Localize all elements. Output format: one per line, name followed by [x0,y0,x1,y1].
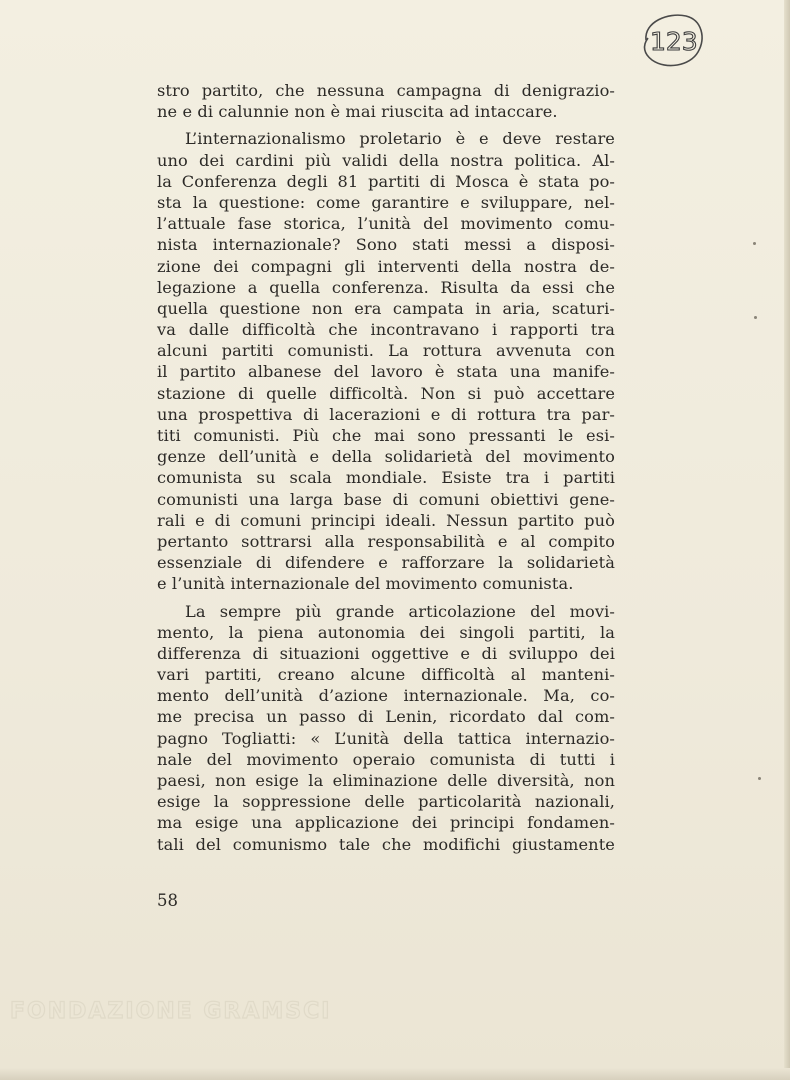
page-bottom-edge [0,1068,790,1080]
text-line: una prospettiva di lacerazioni e di rottura tra par- [157,404,615,424]
text-line: differenza di situazioni oggettive e di sviluppo dei [157,643,615,663]
text-line: pagno Togliatti: « L’unità della tattica internazio- [157,728,615,748]
paragraph [157,80,615,122]
text-line: sta la questione: come garantire e sviluppare, nel- [157,192,615,212]
text-line: esige la soppressione delle particolarità nazionali, [157,792,615,812]
text-line: vari partiti, creano alcune difficoltà al manteni- [157,665,615,685]
text-line: La sempre più grande articolazione del movi- [185,601,615,621]
text-line: pertanto sottrarsi alla responsabilità e al compito [157,531,615,551]
text-line: ma esige una applicazione dei principi fondamen- [157,813,615,833]
text-line: quella questione non era campata in aria, scaturi- [157,298,615,318]
foundation-watermark [8,990,332,1060]
text-line: nista internazionale? Sono stati messi a disposi- [157,235,615,255]
text-line: essenziale di difendere e rafforzare la solidarietà [157,553,615,573]
text-line: e l’unità internazionale del movimento comunista. [157,574,574,594]
text-line: il partito albanese del lavoro è stata una manife- [157,362,615,382]
text-line: rali e di comuni principi ideali. Nessun partito può [157,510,615,530]
text-line: paesi, non esige la eliminazione delle diversità, non [157,771,615,790]
speck [758,777,761,780]
text-line: stro partito, che nessuna campagna di denigrazio- [157,81,615,100]
text-line: stazione di quelle difficoltà. Non si può accettare [157,383,615,403]
speck [753,242,756,245]
paragraph [157,601,615,855]
text-line: va dalle difficoltà che incontravano i rapporti tra [157,320,615,340]
text-line: comunisti una larga base di comuni obiettivi gene- [157,489,615,509]
text-line: ne e di calunnie non è mai riuscita ad intaccare. [157,102,558,122]
text-line: comunista su scala mondiale. Esiste tra i partiti [157,468,615,488]
page-number: 58 [157,891,178,910]
text-line: mento, la piena autonomia dei singoli partiti, la [157,622,615,642]
archive-stamp [636,10,706,72]
page-edge-shadow [784,0,790,1080]
text-line: me precisa un passo di Lenin, ricordato dal com- [157,707,615,727]
paragraph [157,128,615,594]
text-line: zione dei compagni gli interventi della nostra de- [157,256,615,276]
text-line: mento dell’unità d’azione internazionale. Ma, co- [157,686,615,706]
speck [754,316,757,319]
text-line: tali del comunismo tale che modifichi giustamente [157,834,615,854]
text-line: l’attuale fase storica, l’unità del movimento comu- [157,214,615,234]
text-line: uno dei cardini più validi della nostra politica. Al- [157,150,615,170]
text-line: L’internazionalismo proletario è e deve restare [185,129,615,149]
text-line: alcuni partiti comunisti. La rottura avvenuta con [157,341,615,361]
text-line: genze dell’unità e della solidarietà del movimento [157,447,615,467]
text-line: nale del movimento operaio comunista di tutti i [157,749,615,769]
body-text [157,80,615,855]
text-line: la Conferenza degli 81 partiti di Mosca è stata po- [157,171,615,191]
watermark-text: FONDAZIONE GRAMSCI [10,999,332,1024]
archive-stamp-number: 123 [650,27,698,56]
text-line: titi comunisti. Più che mai sono pressanti le esi- [157,426,615,445]
text-line: legazione a quella conferenza. Risulta da essi che [157,277,615,297]
